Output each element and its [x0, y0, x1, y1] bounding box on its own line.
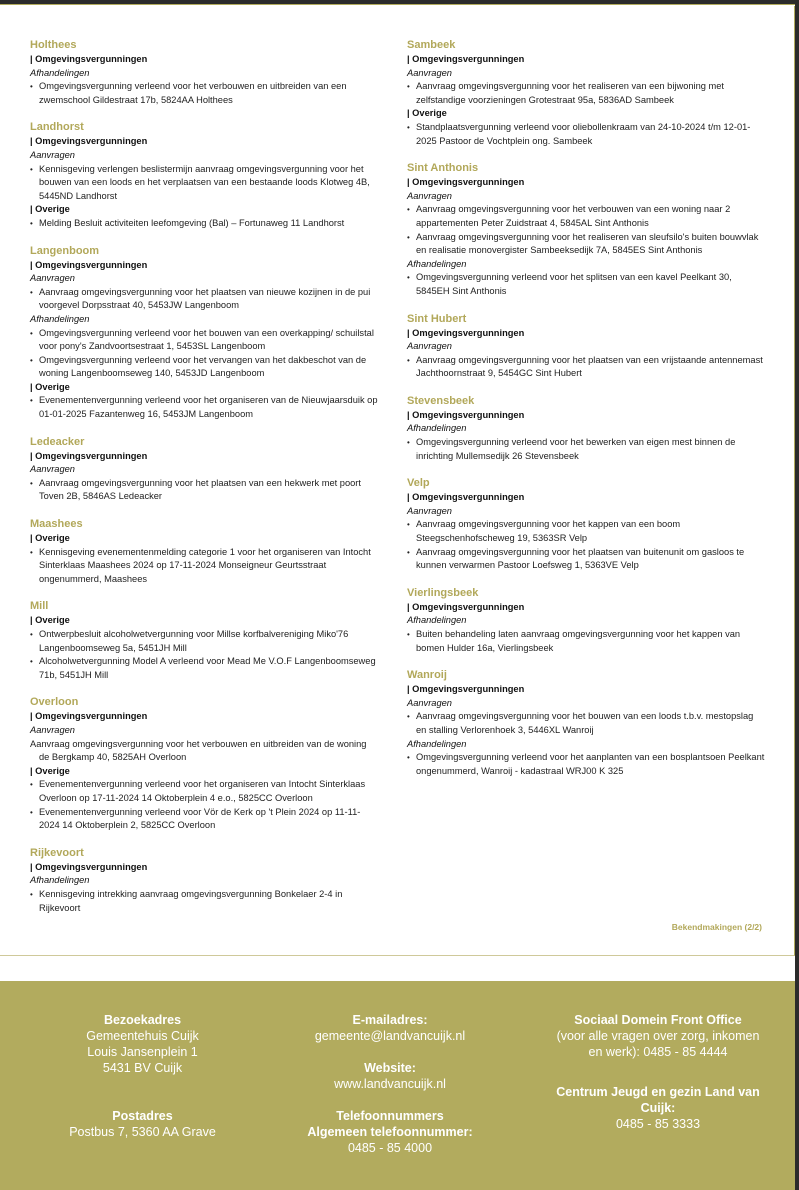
footer-contact: [260, 1012, 520, 1156]
announcement-item: • Aanvraag omgevingsvergunning voor het plaatsen van een vrijstaande antennemast Jachthoornstraat 9, 5454GC Sint Hubert: [407, 354, 765, 381]
announcement-item: • Evenementenvergunning verleend voor Vör de Kerk op 't Plein 2024 op 11-11-2024 14 Oktoberplein 2, 5825CC Overloon: [30, 806, 378, 833]
category-heading: | Omgevingsvergunningen: [407, 177, 525, 188]
announcement-item: • Omgevingsvergunning verleend voor het aanplanten van een bosplantsoen Peelkant ongenummerd, Wanroij - kadastraal WRJ00 K 325: [407, 751, 765, 778]
place-section: [30, 37, 378, 107]
announcement-item: • Omgevingsvergunning verleend voor het splitsen van een kavel Peelkant 30, 5845EH Sint Anthonis: [407, 271, 765, 298]
place-name: Sint Anthonis: [407, 162, 479, 175]
place-section: [30, 845, 378, 915]
announcement-item: Aanvraag omgevingsvergunning voor het verbouwen en uitbreiden van de woning de Bergkamp 40, 5825AH Overloon: [30, 738, 367, 763]
place-section: [407, 475, 765, 573]
category-heading: | Overige: [30, 381, 70, 392]
social-line: (voor alle vragen over zorg, inkomen: [556, 1029, 760, 1043]
category-heading: | Overige: [30, 765, 70, 776]
announcement-item: • Evenementenvergunning verleend voor het organiseren van de Nieuwjaarsduik op 01-01-2025 Fazantenweg 16, 5453JM Langenboom: [30, 394, 378, 421]
place-section: [30, 243, 378, 422]
top-bar: [0, 0, 799, 5]
cjg-title: Cuijk:: [640, 1101, 676, 1115]
category-heading: | Omgevingsvergunningen: [407, 327, 525, 338]
announcement-item: • Standplaatsvergunning verleend voor oliebollenkraam van 24-10-2024 t/m 12-01-2025 Pastoor de Vochtplein ong. Sambeek: [407, 121, 765, 148]
announcement-item: • Evenementenvergunning verleend voor het organiseren van Intocht Sinterklaas Overloon op 17-11-2024 14 Oktoberplein 4 e.o., 5825CC Overloon: [30, 778, 378, 805]
subcategory-label: Afhandelingen: [30, 67, 90, 78]
subcategory-label: Aanvragen: [407, 190, 452, 201]
phone-subtitle: Algemeen telefoonnummer:: [307, 1125, 473, 1139]
place-name: Landhorst: [30, 121, 84, 134]
footer-services: [527, 1012, 789, 1132]
category-heading: | Overige: [30, 204, 70, 215]
subcategory-label: Afhandelingen: [407, 258, 467, 269]
announcement-item: • Aanvraag omgevingsvergunning voor het plaatsen van een hekwerk met poort Toven 2B, 5846AS Ledeacker: [30, 477, 378, 504]
announcement-item: • Aanvraag omgevingsvergunning voor het bouwen van een loods t.b.v. mestopslag en stalling Verlorenhoek 3, 5446XL Wanroij: [407, 710, 765, 737]
visit-title: Bezoekadres: [103, 1013, 182, 1027]
place-name: Ledeacker: [30, 435, 85, 448]
category-heading: | Omgevingsvergunningen: [407, 409, 525, 420]
subcategory-label: Afhandelingen: [407, 615, 467, 626]
website-title: Website:: [364, 1061, 416, 1075]
subcategory-label: Afhandelingen: [407, 423, 467, 434]
subcategory-label: Aanvragen: [30, 149, 75, 160]
category-heading: | Omgevingsvergunningen: [30, 54, 148, 64]
category-heading: | Overige: [30, 615, 70, 626]
place-name: Vierlingsbeek: [407, 586, 479, 599]
phone-title: Telefoonnummers: [336, 1109, 444, 1123]
left-column: [30, 37, 378, 927]
announcement-item: • Aanvraag omgevingsvergunning voor het verbouwen van een woning naar 2 appartementen Peter Zuidstraat 4, 5845AL Sint Anthonis: [407, 203, 765, 230]
subcategory-label: Aanvragen: [30, 464, 75, 475]
phone-number: 0485 - 85 4000: [347, 1141, 433, 1155]
subcategory-label: Afhandelingen: [30, 875, 90, 886]
announcement-item: • Kennisgeving verlengen beslistermijn aanvraag omgevingsvergunning voor het bouwen van een loods en het verplaatsen van een bestaande loods Klotweg 4B, 5445ND Landhorst: [30, 163, 378, 204]
page-indicator: Bekendmakingen (2/2): [671, 922, 762, 932]
footer-address: [0, 1012, 285, 1140]
announcement-item: • Omgevingsvergunning verleend voor het vervangen van het dakbeschot van de woning Langenboomseweg 140, 5453JD Langenboom: [30, 354, 378, 381]
place-section: [30, 516, 378, 586]
visit-line: Gemeentehuis Cuijk: [86, 1029, 199, 1043]
category-heading: | Omgevingsvergunningen: [30, 861, 148, 872]
email-title: E-mailadres:: [352, 1013, 428, 1027]
place-name: Overloon: [30, 696, 79, 709]
announcement-item: • Omgevingsvergunning verleend voor het verbouwen en uitbreiden van een zwemschool Gildestraat 17b, 5824AA Holthees: [30, 80, 378, 107]
post-line: Postbus 7, 5360 AA Grave: [69, 1125, 216, 1139]
visit-line: 5431 BV Cuijk: [102, 1061, 183, 1075]
announcement-item: • Aanvraag omgevingsvergunning voor het realiseren van sleufsilo's buiten bouwvlak en realisatie monovergister Sambeeksedijk 7A, 5845ES Sint Anthonis: [407, 231, 765, 258]
place-name: Velp: [407, 477, 430, 490]
post-title: Postadres: [112, 1109, 173, 1123]
category-heading: | Omgevingsvergunningen: [30, 450, 148, 461]
place-name: Mill: [30, 600, 49, 613]
social-line: en werk): 0485 - 85 4444: [588, 1045, 728, 1059]
place-section: [407, 37, 765, 148]
footer: [0, 981, 795, 1190]
place-section: [30, 694, 378, 832]
announcement-item: • Omgevingsvergunning verleend voor het bouwen van een overkapping/ schuilstal voor pony's Zandvoortsestraat 1, 5453SL Langenboom: [30, 327, 378, 354]
place-name: Wanroij: [407, 669, 447, 682]
email-link[interactable]: gemeente@landvancuijk.nl: [314, 1029, 466, 1043]
announcement-item: • Kennisgeving intrekking aanvraag omgevingsvergunning Bonkelaer 2-4 in Rijkevoort: [30, 888, 378, 915]
announcement-item: • Omgevingsvergunning verleend voor het bewerken van eigen mest binnen de inrichting Mullemsedijk 26 Stevensbeek: [407, 436, 765, 463]
announcement-item: • Aanvraag omgevingsvergunning voor het kappen van een boom Steegschenhofscheweg 19, 5363SR Velp: [407, 518, 765, 545]
subcategory-label: Aanvragen: [30, 724, 75, 735]
scrollbar-edge: [795, 0, 799, 1190]
category-heading: | Omgevingsvergunningen: [407, 54, 525, 64]
place-section: [407, 160, 765, 298]
right-column: [407, 37, 765, 790]
announcement-item: • Buiten behandeling laten aanvraag omgevingsvergunning voor het kappen van bomen Hulder 16a, Vierlingsbeek: [407, 628, 765, 655]
place-name: Maashees: [30, 518, 83, 531]
place-section: [407, 585, 765, 655]
place-section: [407, 311, 765, 381]
place-name: Rijkevoort: [30, 846, 84, 859]
subcategory-label: Aanvragen: [407, 341, 452, 352]
category-heading: | Omgevingsvergunningen: [30, 136, 148, 147]
announcement-item: • Melding Besluit activiteiten leefomgeving (Bal) – Fortunaweg 11 Landhorst: [30, 217, 378, 231]
place-name: Stevensbeek: [407, 394, 475, 407]
visit-line: Louis Jansenplein 1: [87, 1045, 198, 1059]
subcategory-label: Aanvragen: [407, 697, 452, 708]
subcategory-label: Afhandelingen: [407, 738, 467, 749]
announcement-item: • Alcoholwetvergunning Model A verleend voor Mead Me V.O.F Langenboomseweg 71b, 5451JH Mill: [30, 655, 378, 682]
category-heading: | Omgevingsvergunningen: [407, 492, 525, 503]
category-heading: | Omgevingsvergunningen: [407, 601, 525, 612]
place-section: [30, 434, 378, 504]
place-section: [30, 598, 378, 682]
category-heading: | Omgevingsvergunningen: [407, 684, 525, 695]
announcement-item: • Aanvraag omgevingsvergunning voor het plaatsen van buitenunit om gasloos te kunnen verwarmen Pastoor Loefsweg 1, 5363VE Velp: [407, 546, 765, 573]
social-title: Sociaal Domein Front Office: [574, 1013, 742, 1027]
place-section: [30, 119, 378, 230]
place-section: [407, 393, 765, 463]
category-heading: | Omgevingsvergunningen: [30, 711, 148, 722]
subcategory-label: Afhandelingen: [30, 313, 90, 324]
category-heading: | Overige: [30, 533, 70, 544]
website-link[interactable]: www.landvancuijk.nl: [334, 1077, 446, 1091]
subcategory-label: Aanvragen: [407, 505, 452, 516]
place-section: [407, 667, 765, 778]
category-heading: | Overige: [407, 108, 447, 119]
document-page: [0, 6, 795, 956]
cjg-title: Centrum Jeugd en gezin Land van: [556, 1085, 760, 1099]
announcement-item: • Aanvraag omgevingsvergunning voor het realiseren van een bijwoning met zelfstandige voorzieningen Grotestraat 95a, 5836AD Sambeek: [407, 80, 765, 107]
announcement-item: • Ontwerpbesluit alcoholwetvergunning voor Millse korfbalvereniging Miko'76 Langenboomseweg 5a, 5451JH Mill: [30, 628, 378, 655]
announcement-item: • Aanvraag omgevingsvergunning voor het plaatsen van nieuwe kozijnen in de pui voorgevel Dorpsstraat 40, 5453JW Langenboom: [30, 286, 378, 313]
place-name: Sint Hubert: [407, 312, 467, 325]
cjg-number: 0485 - 85 3333: [615, 1117, 701, 1131]
place-name: Holthees: [30, 39, 77, 51]
place-name: Langenboom: [30, 244, 100, 257]
announcement-item: • Kennisgeving evenementenmelding categorie 1 voor het organiseren van Intocht Sinterklaas Maashees 2024 op 17-11-2024 Monseigneur Geurtsstraat ongenummerd, Maashees: [30, 546, 378, 587]
category-heading: | Omgevingsvergunningen: [30, 259, 148, 270]
subcategory-label: Aanvragen: [30, 273, 75, 284]
place-name: Sambeek: [407, 39, 456, 51]
subcategory-label: Aanvragen: [407, 67, 452, 78]
